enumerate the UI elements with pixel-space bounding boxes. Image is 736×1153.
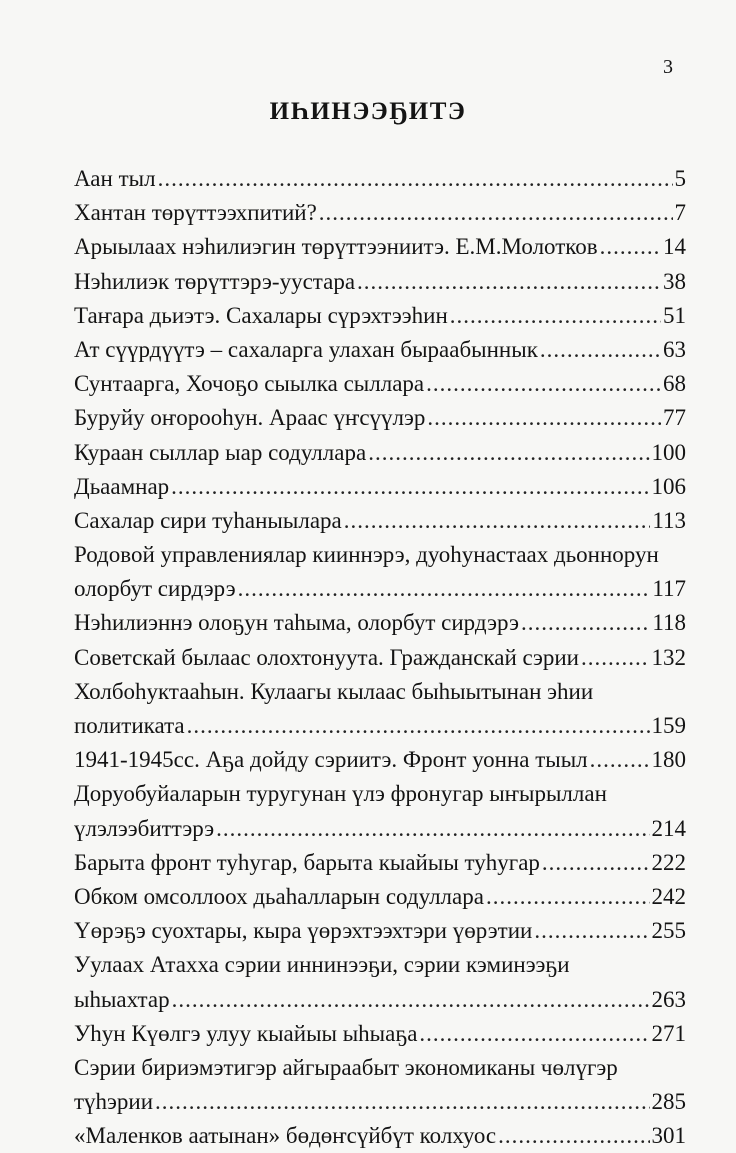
toc-entry-line bbox=[74, 367, 686, 401]
toc-entry-page: 38 bbox=[663, 268, 686, 294]
toc-entry-line bbox=[74, 230, 686, 264]
toc-entry bbox=[74, 196, 686, 230]
toc-entry bbox=[74, 504, 686, 538]
toc-entry bbox=[74, 880, 686, 914]
toc-entry-page: 51 bbox=[663, 302, 686, 328]
toc-entry-page: 68 bbox=[663, 371, 686, 397]
toc-entry bbox=[74, 743, 686, 777]
toc-entry bbox=[74, 436, 686, 470]
toc-entry-line bbox=[74, 1051, 686, 1085]
toc-entry-line bbox=[74, 436, 686, 470]
toc-entry-page: 63 bbox=[663, 336, 686, 362]
toc-entry-line bbox=[74, 1119, 686, 1153]
toc-entry bbox=[74, 641, 686, 675]
toc-entry-page: 159 bbox=[651, 713, 686, 738]
dot-leader bbox=[521, 606, 650, 640]
toc-entry bbox=[74, 470, 686, 504]
page-number: 3 bbox=[663, 56, 673, 78]
toc-entry-line bbox=[74, 709, 686, 743]
toc-entry bbox=[74, 538, 686, 606]
toc-entry-page: 285 bbox=[651, 1089, 686, 1115]
dot-leader bbox=[216, 812, 649, 846]
toc-entry-line bbox=[74, 470, 686, 504]
dot-leader bbox=[542, 846, 650, 880]
dot-leader bbox=[171, 470, 649, 504]
toc-entry-title: Кураан сыллар ыар содуллара bbox=[74, 439, 367, 465]
toc-entry-title: Буруйу оҥорооһун. Араас үҥсүүлэр bbox=[74, 405, 426, 431]
toc-entry bbox=[74, 846, 686, 880]
toc-entry-page: 132 bbox=[651, 644, 686, 670]
toc-entry-title: Сахалар сири туһаныылара bbox=[74, 507, 342, 533]
toc-entry-page: 113 bbox=[652, 507, 686, 533]
toc-entry-title: Ат сүүрдүүтэ – сахаларга улахан быраабыннык bbox=[74, 336, 538, 362]
toc-entry-page: 106 bbox=[651, 473, 686, 499]
toc-entry-page: 117 bbox=[652, 576, 686, 602]
dot-leader bbox=[581, 641, 650, 675]
toc-entry bbox=[74, 914, 686, 948]
toc-entry-title: Советскай былаас олохтонуута. Гражданскай сэрии bbox=[74, 644, 579, 670]
toc-entry bbox=[74, 367, 686, 401]
toc-entry-line bbox=[74, 812, 686, 846]
toc-entry-page: 214 bbox=[651, 815, 686, 841]
toc-entry-line bbox=[74, 675, 686, 709]
toc-entry-title: Сунтаарга, Хочоҕо сыылка сыллара bbox=[74, 371, 425, 397]
toc-entry-title: Сэрии бириэмэтигэр айгыраабыт экономиканы чөлүгэр bbox=[74, 1054, 618, 1080]
dot-leader bbox=[486, 880, 650, 914]
dot-leader bbox=[172, 983, 650, 1017]
page-title: ИҺИНЭЭҔИТЭ bbox=[269, 98, 467, 125]
toc-entry-page: 222 bbox=[651, 849, 686, 875]
toc-entry-line bbox=[74, 983, 686, 1017]
toc-entry-line bbox=[74, 196, 686, 230]
toc-entry-line bbox=[74, 572, 686, 606]
toc-entry-line bbox=[74, 333, 686, 367]
toc-entry-line bbox=[74, 846, 686, 880]
toc-entry-title: политиката bbox=[74, 713, 185, 738]
toc-entry-line bbox=[74, 1085, 686, 1119]
dot-leader bbox=[498, 1119, 649, 1153]
toc-entry bbox=[74, 265, 686, 299]
dot-leader bbox=[238, 572, 651, 606]
toc-entry-page: 263 bbox=[651, 986, 686, 1012]
toc-entry-line bbox=[74, 743, 686, 777]
toc-entry bbox=[74, 675, 686, 743]
toc-entry-title: Нэһилиэк төрүттэрэ-уустара bbox=[74, 268, 356, 294]
toc-entry bbox=[74, 1017, 686, 1051]
toc-entry-line bbox=[74, 914, 686, 948]
toc-entry-line bbox=[74, 777, 686, 811]
toc-entry bbox=[74, 777, 686, 845]
toc-entry bbox=[74, 333, 686, 367]
toc-entry-page: 242 bbox=[651, 883, 686, 909]
toc-entry-title: Дьаамнар bbox=[74, 473, 170, 499]
toc-entry-title: Таҥара дьиэтэ. Сахалары сүрэхтээһин bbox=[74, 302, 448, 328]
toc-entry-page: 7 bbox=[674, 200, 686, 226]
toc-entry-page: 271 bbox=[651, 1020, 686, 1046]
toc-entry-line bbox=[74, 265, 686, 299]
toc-entry-line bbox=[74, 162, 686, 196]
toc-entry-page: 77 bbox=[663, 405, 686, 431]
dot-leader bbox=[426, 367, 661, 401]
toc-entry-line bbox=[74, 641, 686, 675]
toc-entry-title: Обком омсоллоох дьаһалларын содуллара bbox=[74, 883, 484, 909]
toc-entry bbox=[74, 1119, 686, 1153]
toc-entry-title: Нэһилиэннэ олоҕун таһыма, олорбут сирдэрэ bbox=[74, 610, 519, 636]
dot-leader bbox=[158, 162, 673, 196]
toc-entry-line bbox=[74, 401, 686, 435]
toc-entry bbox=[74, 299, 686, 333]
toc-entry-line bbox=[74, 504, 686, 538]
toc-entry-page: 255 bbox=[651, 918, 686, 944]
dot-leader bbox=[540, 333, 661, 367]
toc-entry bbox=[74, 606, 686, 640]
dot-leader bbox=[155, 1085, 649, 1119]
toc-entry-title: Хантан төрүттээхпитий? bbox=[74, 200, 317, 226]
toc-entry bbox=[74, 162, 686, 196]
dot-leader bbox=[600, 230, 661, 264]
toc-entry-title: Барыта фронт туһугар, барыта кыайыы туһугар bbox=[74, 849, 540, 875]
toc-entry-title: Арыылаах нэһилиэгин төрүттээниитэ. Е.М.Молотков bbox=[74, 234, 598, 260]
toc-entry-title: Уулаах Атахха сэрии иннинээҕи, сэрии кэминээҕи bbox=[74, 952, 570, 978]
toc-entry-title: Родовой управлениялар кииннэрэ, дуоһунастаах дьоннорун bbox=[74, 542, 659, 568]
toc-entry-line bbox=[74, 538, 686, 572]
toc-entry-title: үлэлээбиттэрэ bbox=[74, 815, 215, 841]
toc-entry-page: 180 bbox=[651, 747, 686, 773]
toc-entry-title: 1941-1945сс. Аҕа дойду сэриитэ. Фронт уонна тыыл bbox=[74, 747, 588, 773]
dot-leader bbox=[450, 299, 661, 333]
dot-leader bbox=[590, 743, 650, 777]
toc-entry-title: «Маленков аатынан» бөдөҥсүйбүт колхуос bbox=[74, 1123, 497, 1149]
dot-leader bbox=[357, 265, 661, 299]
dot-leader bbox=[319, 196, 673, 230]
toc-entry bbox=[74, 1051, 686, 1119]
table-of-contents bbox=[74, 162, 686, 1153]
toc-entry-page: 14 bbox=[663, 234, 686, 260]
toc-entry bbox=[74, 948, 686, 1016]
toc-entry-page: 100 bbox=[651, 439, 686, 465]
toc-entry-title: Холбоһуктааһын. Кулаагы кылаас быһыытынан эһии bbox=[74, 678, 594, 704]
dot-leader bbox=[368, 436, 649, 470]
toc-entry-title: Аан тыл bbox=[74, 166, 156, 191]
toc-entry-page: 5 bbox=[674, 166, 686, 191]
toc-entry-title: ыһыахтар bbox=[74, 986, 170, 1012]
toc-entry-title: Үөрэҕэ суохтары, кыра үөрэхтээхтэри үөрэтии bbox=[74, 918, 533, 944]
dot-leader bbox=[344, 504, 651, 538]
toc-entry-title: Уһун Күөлгэ улуу кыайыы ыһыаҕа bbox=[74, 1020, 418, 1046]
dot-leader bbox=[427, 401, 661, 435]
toc-entry-title: олорбут сирдэрэ bbox=[74, 576, 236, 602]
toc-entry-line bbox=[74, 1017, 686, 1051]
toc-entry bbox=[74, 401, 686, 435]
toc-entry-page: 118 bbox=[652, 610, 686, 636]
toc-entry-line bbox=[74, 880, 686, 914]
dot-leader bbox=[187, 709, 650, 743]
toc-entry-title: түһэрии bbox=[74, 1089, 154, 1115]
toc-entry-line bbox=[74, 299, 686, 333]
dot-leader bbox=[534, 914, 649, 948]
toc-entry-line bbox=[74, 606, 686, 640]
toc-entry bbox=[74, 230, 686, 264]
toc-entry-title: Доруобуйаларын туругунан үлэ фронугар ыҥырыллан bbox=[74, 781, 607, 807]
toc-entry-page: 301 bbox=[651, 1123, 686, 1149]
dot-leader bbox=[419, 1017, 649, 1051]
toc-entry-line bbox=[74, 948, 686, 982]
